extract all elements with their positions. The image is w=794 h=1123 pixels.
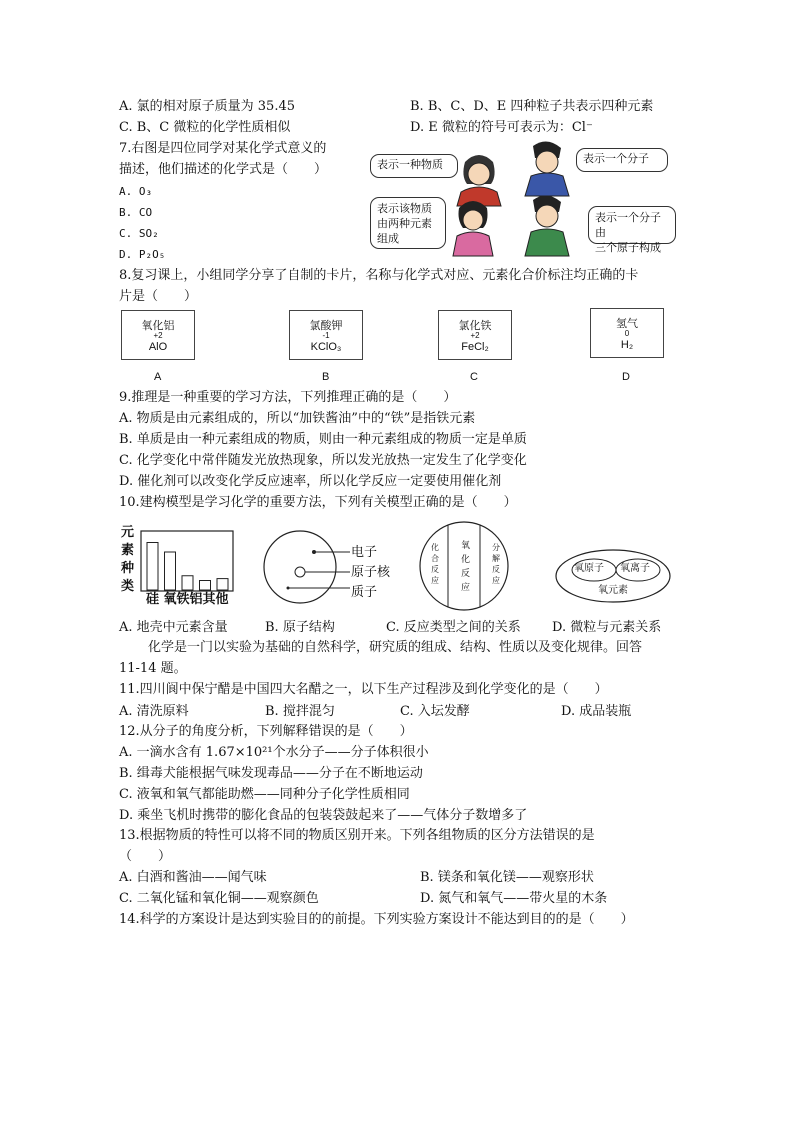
q11-option-b: B. 搅拌混匀 <box>265 704 335 719</box>
q13-stem-line2: （ ） <box>119 849 172 864</box>
q12-option-a: A. 一滴水含有 1.67×10²¹个水分子——分子体积很小 <box>119 745 429 760</box>
intro-line1: 化学是一门以实验为基础的自然科学，研究质的组成、结构、性质以及变化规律。回答 <box>148 640 643 655</box>
bar-chart-xlabels: 硅 氧铁铝其他 <box>146 592 229 607</box>
q11-option-a: A. 清洗原料 <box>119 704 189 719</box>
q9-option-c: C. 化学变化中常伴随发光放热现象，所以发光放热一定发生了化学变化 <box>119 453 527 468</box>
q6-option-b: B. B、C、D、E 四种粒子共表示四种元素 <box>410 99 654 114</box>
q11-option-d: D. 成品装瓶 <box>561 704 632 719</box>
label-decomposition-reaction: 分 解 反 应 <box>492 543 500 585</box>
element-content-bar-chart <box>140 530 236 594</box>
card-b-label: B <box>322 371 330 383</box>
q9-stem: 9.推理是一种重要的学习方法，下列推理正确的是（ ） <box>119 390 457 405</box>
speech-bubble-3 <box>370 197 446 249</box>
venn-oxygen-atom: 氧原子 <box>574 563 604 574</box>
q13-option-a: A. 白酒和酱油——闻气味 <box>119 870 267 885</box>
q12-option-c: C. 液氧和氧气都能助燃——同种分子化学性质相同 <box>119 787 410 802</box>
atom-label-nucleus: 原子核 <box>351 565 391 580</box>
bar-氧 <box>165 552 176 590</box>
bubble4-line1: 表示一个分子由 <box>595 211 661 239</box>
bubble3-line1: 表示该物质 <box>377 202 432 215</box>
atom-label-proton: 质子 <box>351 585 378 600</box>
card-c-valence: +2 <box>470 331 480 340</box>
q13-stem-line1: 13.根据物质的特性可以将不同的物质区别开来。下列各组物质的区分方法错误的是 <box>119 828 595 843</box>
label-combination-reaction: 化 合 反 应 <box>431 543 439 585</box>
bubble3-line2: 由两种元素 <box>377 217 432 230</box>
student-figure-3 <box>453 201 493 256</box>
card-c-label: C <box>470 371 478 383</box>
card-b-name: 氯酸钾 <box>309 320 343 332</box>
card-d-name: 氢气 <box>616 318 638 330</box>
q7-option-d: D. P₂O₅ <box>119 248 166 261</box>
q9-option-b: B. 单质是由一种元素组成的物质，则由一种元素组成的物质一定是单质 <box>119 432 527 447</box>
venn-oxygen-ion: 氧离子 <box>620 563 650 574</box>
bubble3-line3: 组成 <box>377 232 399 245</box>
q9-option-d: D. 催化剂可以改变化学反应速率，所以化学反应一定要使用催化剂 <box>119 474 502 489</box>
bar-铁 <box>182 576 193 590</box>
ylabel-char-2: 素 <box>121 543 135 558</box>
card-c-name: 氯化铁 <box>458 320 492 332</box>
q12-stem: 12.从分子的角度分析，下列解释错误的是（ ） <box>119 724 413 739</box>
q13-option-c: C. 二氧化锰和氧化铜——观察颜色 <box>119 891 319 906</box>
q7-option-b: B. CO <box>119 206 153 219</box>
q7-option-c: C. SO₂ <box>119 227 159 240</box>
bar-硅 <box>147 543 158 591</box>
q10-option-b: B. 原子结构 <box>265 620 335 635</box>
bubble2-text: 表示一个分子 <box>583 152 649 165</box>
card-b-valence: -1 <box>322 331 330 340</box>
q7-stem-line1: 7.右图是四位同学对某化学式意义的 <box>119 141 327 156</box>
q12-option-d: D. 乘坐飞机时携带的膨化食品的包装袋鼓起来了——气体分子数增多了 <box>119 808 528 823</box>
q7-option-a: A. O₃ <box>119 185 153 198</box>
q13-option-d: D. 氮气和氧气——带火星的木条 <box>420 891 608 906</box>
q10-stem: 10.建构模型是学习化学的重要方法，下列有关模型正确的是（ ） <box>119 495 517 510</box>
card-b <box>289 310 363 360</box>
card-a-valence: +2 <box>153 331 163 340</box>
q6-option-d: D. E 微粒的符号可表示为：Cl⁻ <box>410 120 593 135</box>
bar-chart-ylabel <box>121 524 134 596</box>
card-a-name: 氧化铝 <box>141 320 175 332</box>
q6-option-a: A. 氯的相对原子质量为 35.45 <box>119 99 296 114</box>
q12-option-b: B. 缉毒犬能根据气味发现毒品——分子在不断地运动 <box>119 766 423 781</box>
card-d-valence: 0 <box>624 329 630 338</box>
q13-option-b: B. 镁条和氧化镁——观察形状 <box>420 870 594 885</box>
card-d-label: D <box>622 371 630 383</box>
bubble1-text: 表示一种物质 <box>377 158 443 171</box>
venn-oxygen-element: 氧元素 <box>598 585 628 596</box>
q10-option-d: D. 微粒与元素关系 <box>552 620 662 635</box>
speech-bubble-1 <box>370 154 458 178</box>
atom-structure-diagram <box>262 527 352 607</box>
bar-铝 <box>200 581 211 591</box>
card-a <box>121 310 195 360</box>
student-figure-2 <box>525 141 569 196</box>
student-figure-1 <box>457 155 501 206</box>
ylabel-char-3: 种 <box>121 561 135 576</box>
q8-stem-line2: 片是（ ） <box>119 289 198 304</box>
q11-option-c: C. 入坛发酵 <box>400 704 470 719</box>
q8-stem-line1: 8.复习课上，小组同学分享了自制的卡片，名称与化学式对应、元素化合价标注均正确的卡 <box>119 268 639 283</box>
intro-line2: 11-14 题。 <box>119 661 187 676</box>
card-d-formula: H₂ <box>620 339 634 351</box>
q10-option-a: A. 地壳中元素含量 <box>119 620 228 635</box>
atom-nucleus <box>295 567 305 577</box>
card-a-label: A <box>154 371 162 383</box>
label-oxidation-reaction: 氧 化 反 应 <box>461 541 471 593</box>
ylabel-char-1: 元 <box>121 525 135 540</box>
card-c-formula: FeCl₂ <box>461 341 489 353</box>
card-c <box>438 310 512 360</box>
q9-option-a: A. 物质是由元素组成的，所以“加铁酱油”中的“铁”是指铁元素 <box>119 411 476 426</box>
q7-stem-line2: 描述，他们描述的化学式是（ ） <box>119 162 328 177</box>
q14-stem: 14.科学的方案设计是达到实验目的的前提。下列实验方案设计不能达到目的的是（ ） <box>119 912 634 927</box>
q11-stem: 11.四川阆中保宁醋是中国四大名醋之一，以下生产过程涉及到化学变化的是（ ） <box>119 682 608 697</box>
card-a-formula: AlO <box>148 341 168 353</box>
bubble4-line2: 三个原子构成 <box>595 241 661 254</box>
q6-option-c: C. B、C 微粒的化学性质相似 <box>119 120 291 135</box>
card-b-formula: KClO₃ <box>310 341 342 353</box>
atom-label-electron: 电子 <box>351 545 378 560</box>
card-d <box>590 308 664 358</box>
speech-bubble-4 <box>588 206 676 254</box>
speech-bubble-2 <box>576 148 668 172</box>
bar-其他 <box>217 579 228 590</box>
q10-option-c: C. 反应类型之间的关系 <box>386 620 521 635</box>
ylabel-char-4: 类 <box>121 579 135 594</box>
student-figure-4 <box>525 195 569 256</box>
